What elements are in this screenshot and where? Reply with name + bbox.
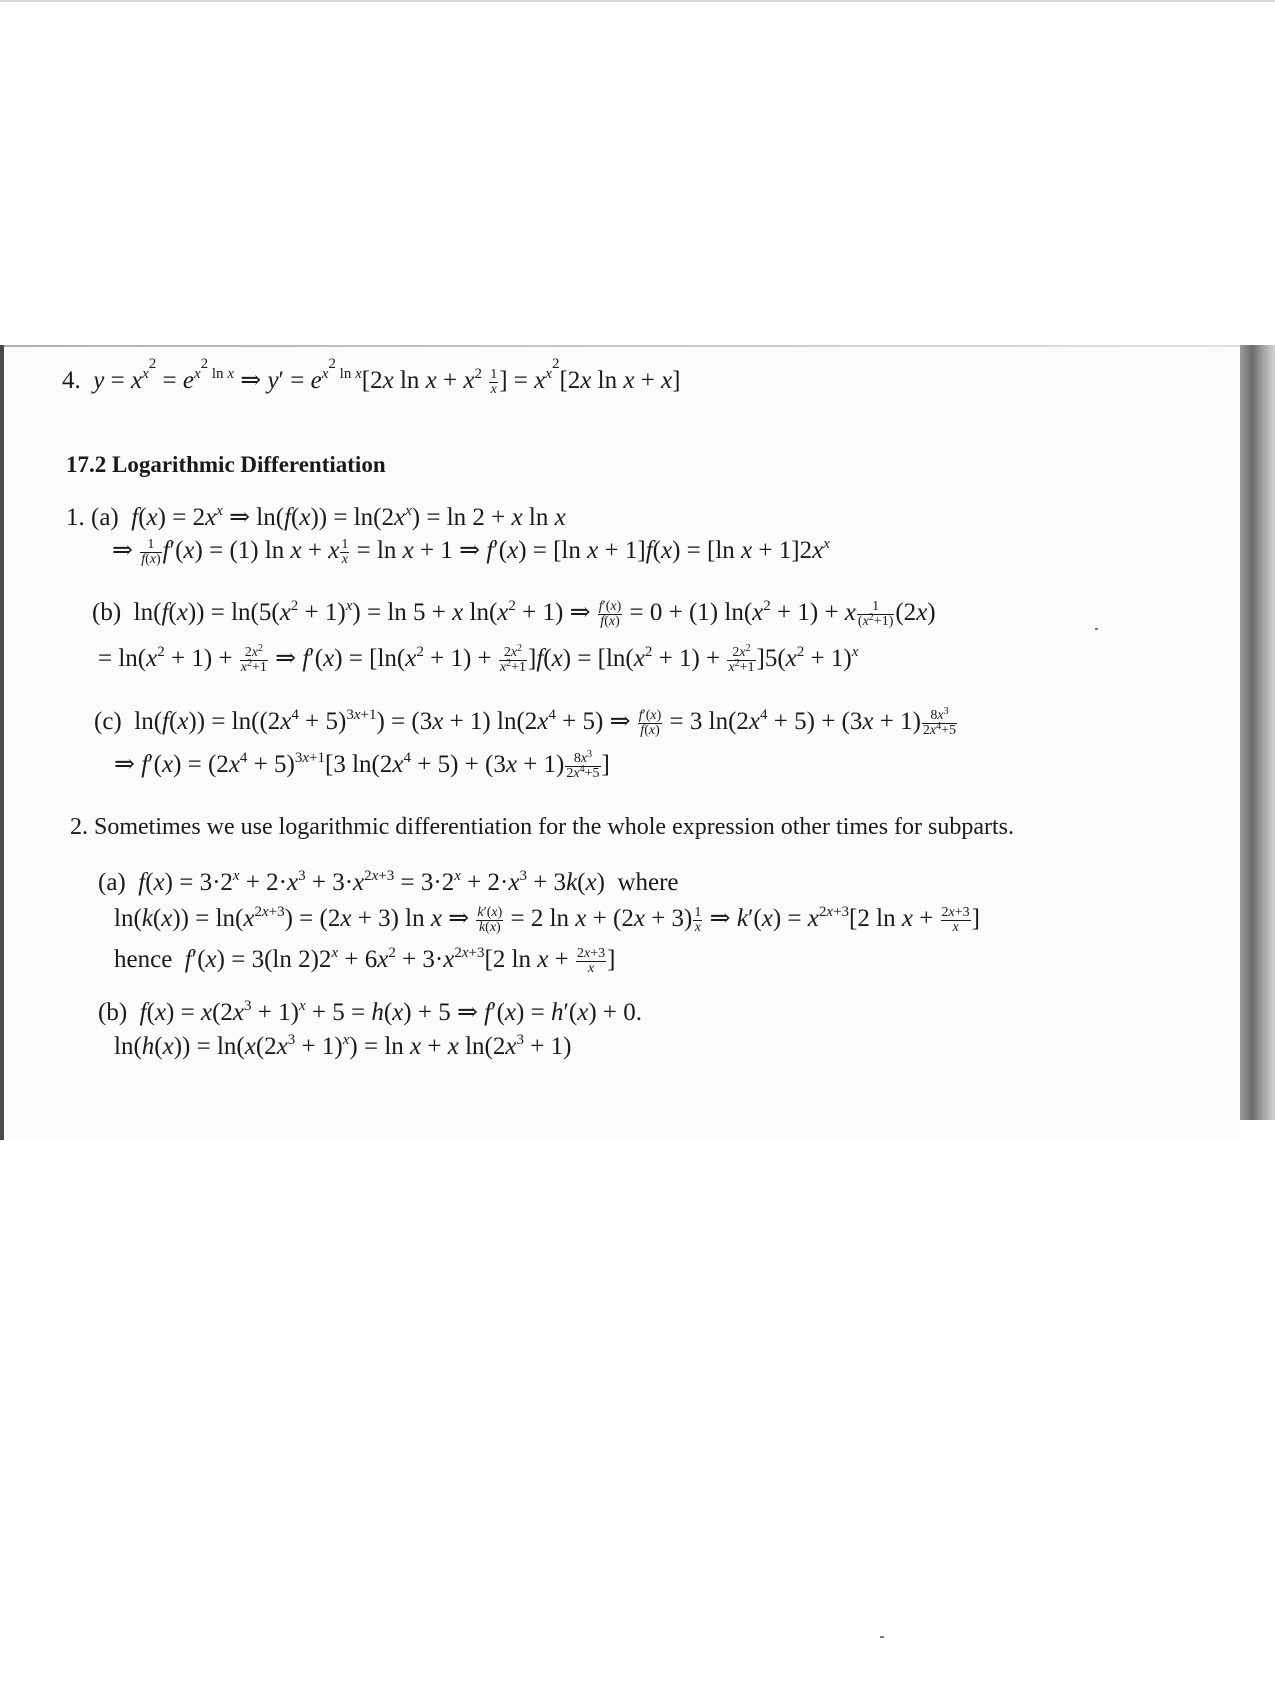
- page-edge: [0, 345, 1240, 347]
- problem-1c-line-2: ⇒ $f'(x) = (2x^4 + 5)^{3x+1}[3$ $\ln(2x^4 + 5) + (3x + 1)$ $\frac{8x^3}{2x^4+5}$ ]: [114, 748, 610, 781]
- problem-2a-line-3: hence f′(x) = 3(ln $2)2^x + 6x^2 + 3\cdot x^{2x+3}[2$ ln x + $\frac{2x+3}{x}$ ]: [114, 945, 616, 976]
- section-title: 17.2 Logarithmic Differentiation: [66, 452, 386, 477]
- problem-2b-line-2: $\ln(h(x)) = \ln(x(2x^3 + 1)^x) = \ln x + x$ $\ln(2x^3 + 1)$: [114, 1032, 572, 1060]
- problem-1c-line-1: (c) $\ln(f(x)) = \ln((2x^4 + 5)^{3x+1}) = (3x + 1) \ln(2x^4 + 5)$ ⇒ $\frac{f'(x)}{f(x)}$ = 3 $\ln(2x^4 + 5) + (3x + 1)$ $\frac{8x^3}{2x^4+5}$: [94, 705, 957, 738]
- item-4-equation: 4. $y = x^{x^2} = e^{x^2 ln x}$ ⇒ $y' = e^{x^2 ln x}[2x$ $\ln x + x^2$ $\frac{1}{x}$ ] = $x^{x^2}[2x$ ln x + x]: [62, 356, 681, 397]
- problem-2-intro: 2. Sometimes we use logarithmic differentiation for the whole expression other times for subparts.: [70, 814, 1015, 840]
- problem-1b-line-1: (b) $\ln(f(x)) = \ln(5(x^2 + 1)^x) = \ln 5 + x$ $\ln(x^2 + 1)$ ⇒ $\frac{f'(x)}{f(x)}$ = 0 + (1) $\ln(x^2 + 1) + x$ $\frac{1}{(x^2+1)}$ (2x): [92, 598, 936, 629]
- binding-shadow: [1240, 345, 1275, 1120]
- page-left-edge: [0, 345, 4, 1140]
- problem-1a-line-1: 1. (a) $f(x) = 2x^x$ ⇒ $\ln(f(x)) = \ln(2x^x) = \ln 2 + x$ ln x: [66, 503, 566, 531]
- scan-speck: [880, 1636, 884, 1638]
- scan-edge: [0, 0, 1275, 2]
- problem-1b-line-2: = $\ln(x^2 + 1)$ + $\frac{2x^2}{x^2+1}$ ⇒ $f'(x) = [\ln(x^2 + 1)$ + $\frac{2x^2}{x^2+1}$ ]$f(x) = [\ln(x^2 + 1)$ + $\frac{2x^2}{x^2+1}$ ]$5(x^2 + 1)^x$: [98, 642, 859, 675]
- problem-2a-line-1: (a) $f(x) = 3\cdot 2^x + 2\cdot x^3 + 3\cdot x^{2x+3} = 3\cdot 2^x + 2\cdot x^3 + 3k(x)$ where: [98, 868, 679, 896]
- problem-2a-line-2: $\ln(k(x)) = \ln(x^{2x+3}) = (2x + 3)$ ln x ⇒ $\frac{k'(x)}{k(x)}$ = 2 ln x + (2x + 3) $\frac{1}{x}$ ⇒ $k'(x) = x^{2x+3}[2$ ln x + $\frac{2x+3}{x}$ ]: [114, 904, 980, 935]
- scan-speck: [1095, 628, 1098, 630]
- problem-1a-line-2: ⇒ $\frac{1}{f(x)}$ f′(x) = (1) ln x + x $\frac{1}{x}$ = ln x + 1 ⇒ f′(x) = [ln x + 1]f(x) = [ln $x + 1]2x^x$: [112, 536, 830, 567]
- problem-2b-line-1: (b) $f(x) = x(2x^3 + 1)^x + 5 = h(x) + 5$ ⇒ f′(x) = h′(x) + 0.: [98, 998, 643, 1026]
